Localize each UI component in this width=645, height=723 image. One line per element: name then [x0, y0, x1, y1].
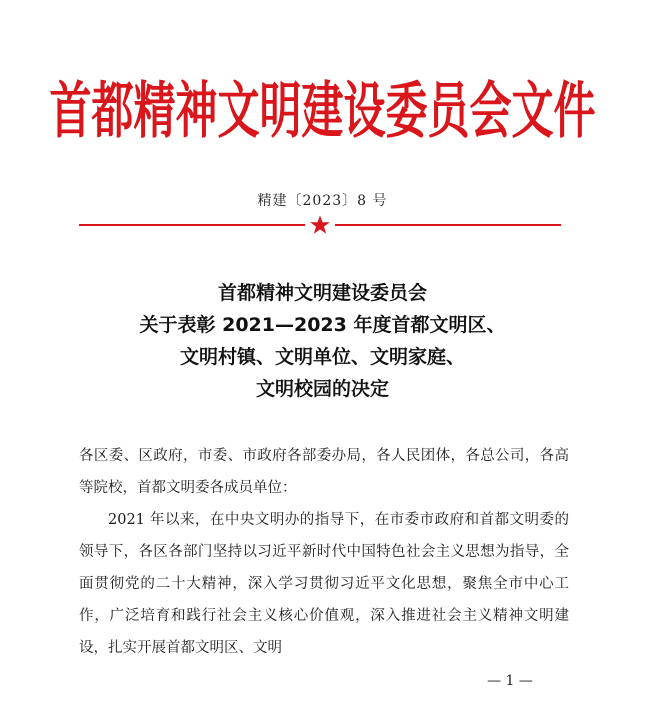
document-masthead: 首都精神文明建设委员会文件 — [49, 75, 596, 147]
addressee-line: 各区委、区政府，市委、市政府各部委办局，各人民团体，各总公司，各高等院校，首都文明委各成员单位： — [79, 448, 569, 496]
red-divider-left — [79, 224, 305, 226]
document-title — [60, 277, 585, 405]
title-line: 首都精神文明建设委员会 — [217, 282, 427, 304]
page-number: — 1 — — [487, 673, 533, 689]
title-line: 文明校园的决定 — [255, 378, 389, 400]
document-body — [79, 440, 569, 664]
document-number: 精建〔2023〕8 号 — [257, 193, 388, 209]
red-divider-right — [335, 224, 561, 226]
star-icon — [303, 208, 337, 242]
title-line: 关于表彰 2021—2023 年度首都文明区、 — [139, 314, 506, 336]
title-line: 文明村镇、文明单位、文明家庭、 — [179, 346, 465, 368]
body-paragraph: 2021 年以来，在中央文明办的指导下，在市委市政府和首都文明委的领导下，各区各部门坚持以习近平新时代中国特色社会主义思想为指导，全面贯彻党的二十大精神，深入学习贯彻习近平文化思想，聚焦全市中心工作，广泛培育和践行社会主义核心价值观，深入推进社会主义精神文明建设，扎实开展首都文明区、文明 — [79, 512, 569, 656]
star-icon-shape — [309, 214, 331, 236]
